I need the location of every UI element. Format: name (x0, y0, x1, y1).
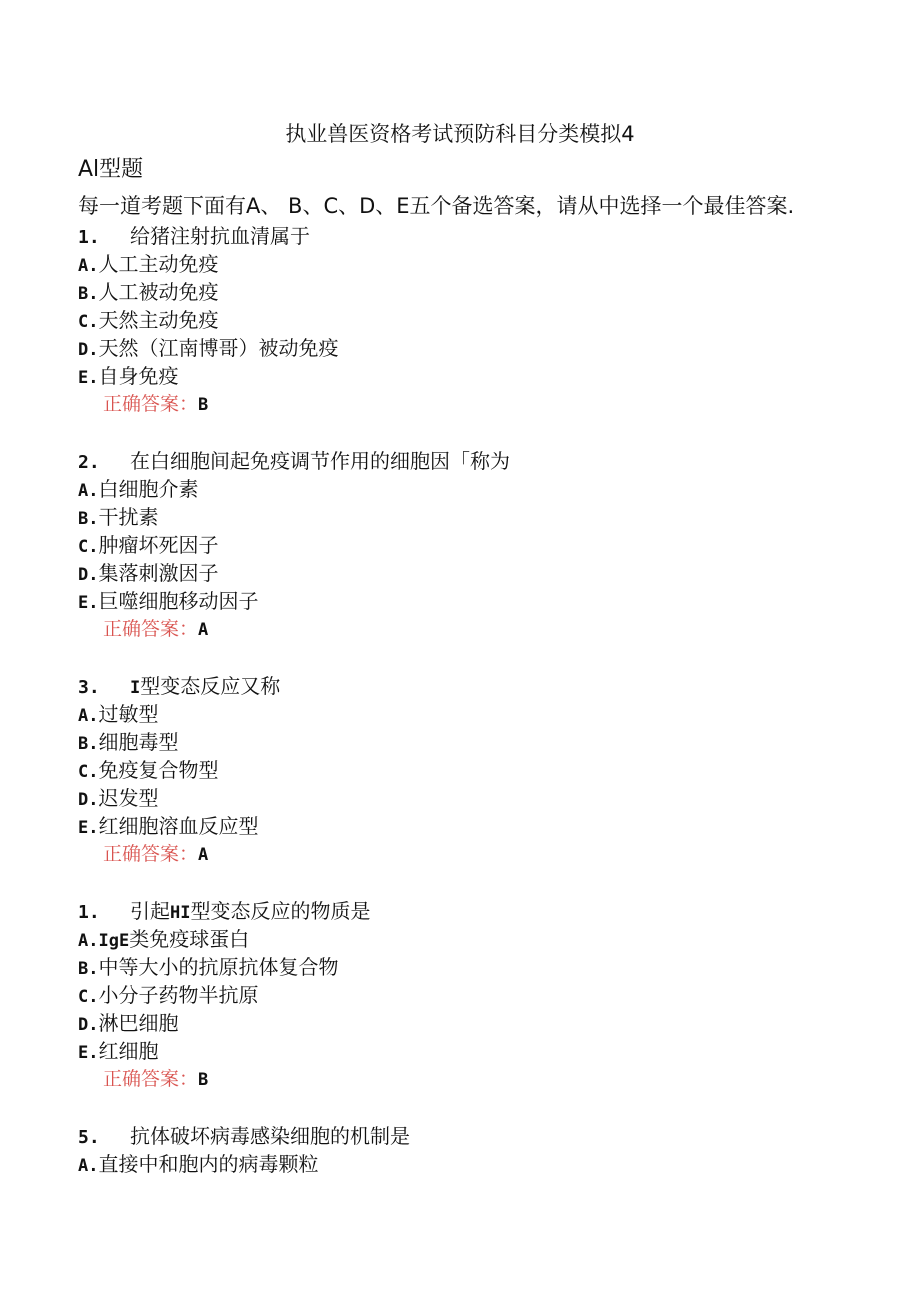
question-number: 2. (78, 452, 100, 473)
question-1 (78, 222, 878, 447)
question-number: 3. (78, 677, 100, 698)
option-letter: D. (78, 790, 99, 810)
correct-answer (78, 1065, 878, 1093)
option-e (78, 1037, 878, 1065)
option-text: 自身免疫 (98, 364, 179, 388)
question-stem: 给猪注射抗血清属于 (130, 224, 310, 248)
option-b (78, 953, 878, 981)
answer-value: A (198, 845, 209, 865)
option-a (78, 250, 878, 278)
option-d (78, 334, 878, 362)
answer-label: 正确答案： (103, 393, 199, 415)
option-a (78, 700, 878, 728)
option-text: 天然（江南博哥）被动免疫 (98, 336, 339, 360)
question-number: 1. (78, 902, 100, 923)
option-letter: C. (78, 537, 99, 557)
option-a (78, 475, 878, 503)
option-text: 人工主动免疫 (98, 252, 219, 276)
option-letter: C. (78, 762, 99, 782)
option-letter: A. (78, 931, 99, 951)
question-stem: 型变态反应又称 (140, 674, 281, 698)
option-letter: A. (78, 706, 99, 726)
option-text: 人工被动免疫 (98, 280, 219, 304)
question-list (78, 222, 878, 1178)
question-5 (78, 1122, 878, 1178)
question-stem: 型变态反应的物质是 (190, 899, 371, 923)
question-stem: 在白细胞间起免疫调节作用的细胞因「称为 (130, 449, 510, 473)
option-letter: E. (78, 593, 99, 613)
question-number: 1. (78, 227, 100, 248)
option-letter: A. (78, 1156, 99, 1176)
answer-label: 正确答案： (103, 618, 199, 640)
option-letter: D. (78, 1015, 99, 1035)
option-letter: D. (78, 340, 99, 360)
question-2 (78, 447, 878, 672)
option-text: 红细胞溶血反应型 (98, 814, 259, 838)
option-text: 直接中和胞内的病毒颗粒 (98, 1152, 319, 1176)
option-letter: E. (78, 818, 99, 838)
option-text: 红细胞 (98, 1039, 159, 1063)
question-stem: 抗体破坏病毒感染细胞的机制是 (130, 1124, 410, 1148)
answer-label: 正确答案： (103, 1068, 199, 1090)
option-text: 天然主动免疫 (98, 308, 219, 332)
option-c (78, 756, 878, 784)
option-c (78, 981, 878, 1009)
option-text: 免疫复合物型 (98, 758, 219, 782)
option-text: 类免疫球蛋白 (129, 927, 250, 951)
option-letter: A. (78, 256, 99, 276)
correct-answer (78, 615, 878, 643)
option-letter: B. (78, 959, 99, 979)
option-b (78, 278, 878, 306)
option-text: 白细胞介素 (98, 477, 199, 501)
option-text: 肿瘤坏死因子 (98, 533, 219, 557)
option-e (78, 812, 878, 840)
option-letter: E. (78, 1043, 99, 1063)
option-letter: C. (78, 312, 99, 332)
question-3 (78, 672, 878, 897)
question-stem-pre: 引起 (130, 899, 170, 923)
option-letter: C. (78, 987, 99, 1007)
answer-label: 正确答案： (103, 843, 199, 865)
question-4 (78, 897, 878, 1122)
option-letter: E. (78, 368, 99, 388)
question-number: 5. (78, 1127, 100, 1148)
option-d (78, 1009, 878, 1037)
option-letter: B. (78, 284, 99, 304)
option-letter: D. (78, 565, 99, 585)
option-a (78, 925, 878, 953)
option-b (78, 503, 878, 531)
correct-answer (78, 840, 878, 868)
question-stem-prefix: HI (170, 903, 191, 923)
option-e (78, 587, 878, 615)
option-letter: B. (78, 734, 99, 754)
correct-answer (78, 390, 878, 418)
option-text: 干扰素 (98, 505, 159, 529)
option-d (78, 784, 878, 812)
option-text: 巨噬细胞移动因子 (98, 589, 259, 613)
option-text: 中等大小的抗原抗体复合物 (98, 955, 339, 979)
option-d (78, 559, 878, 587)
option-text: 集落刺激因子 (98, 561, 219, 585)
option-c (78, 306, 878, 334)
option-text: 淋巴细胞 (98, 1011, 179, 1035)
option-c (78, 531, 878, 559)
option-text: 迟发型 (98, 786, 159, 810)
option-letter: A. (78, 481, 99, 501)
question-stem-prefix: I (130, 678, 141, 698)
instruction-text: 每一道考题下面有A、 B、C、D、E五个备选答案，请从中选择一个最佳答案. (78, 194, 795, 218)
answer-value: A (198, 620, 209, 640)
page-title: 执业兽医资格考试预防科目分类模拟4 (285, 122, 635, 146)
option-text: 过敏型 (98, 702, 159, 726)
option-letter: B. (78, 509, 99, 529)
answer-value: B (198, 1070, 209, 1090)
option-text: 细胞毒型 (98, 730, 179, 754)
option-e (78, 362, 878, 390)
option-a (78, 1150, 878, 1178)
answer-value: B (198, 395, 209, 415)
section-heading: Al型题 (78, 157, 144, 182)
option-text: 小分子药物半抗原 (98, 983, 259, 1007)
option-text-prefix: IgE (98, 931, 130, 951)
option-b (78, 728, 878, 756)
